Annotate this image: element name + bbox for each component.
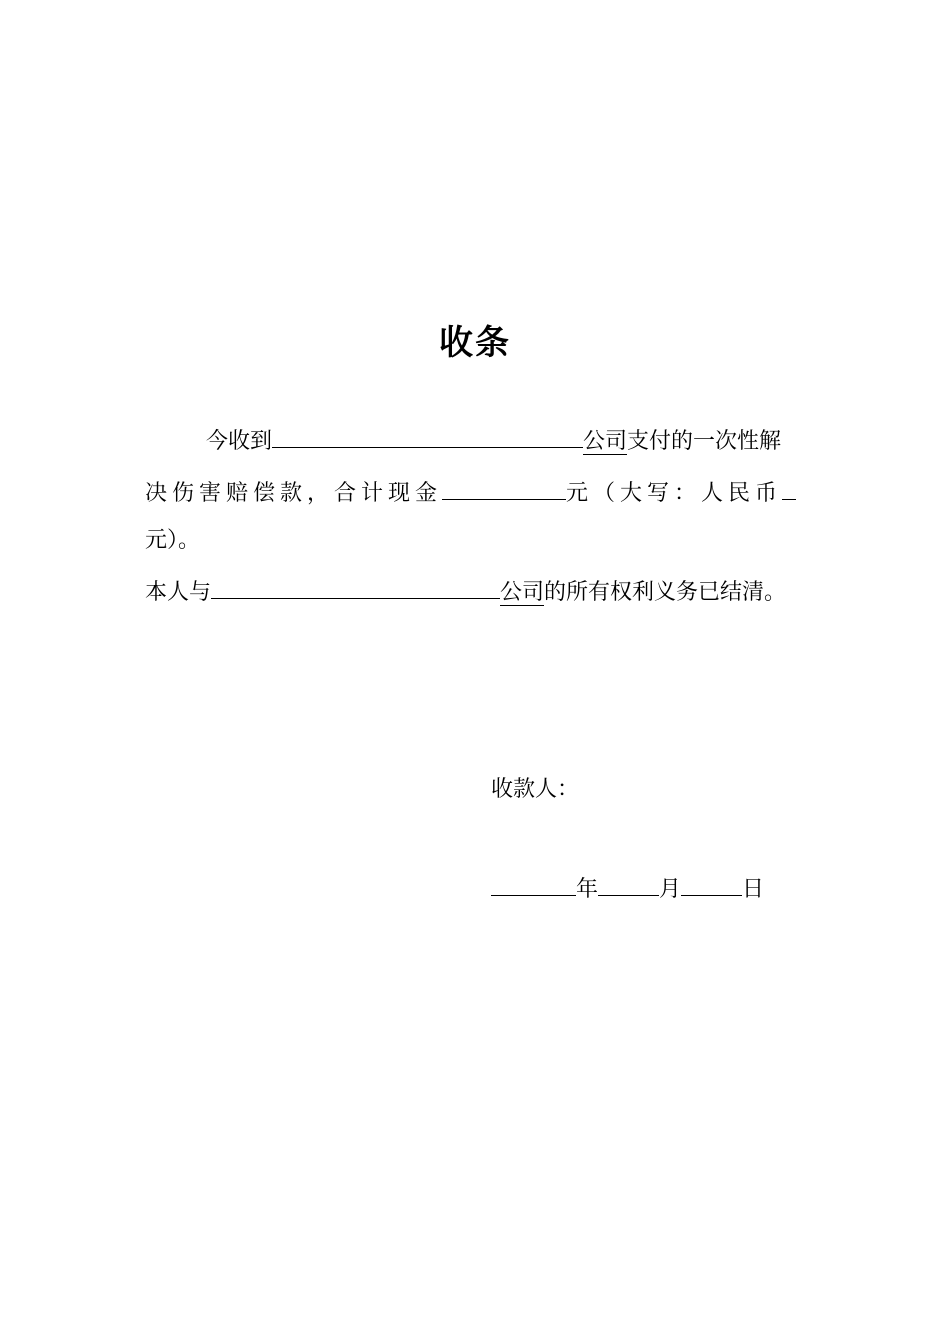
- payer-company-blank[interactable]: [272, 425, 583, 448]
- date-line: [491, 873, 764, 905]
- paid-text: 支付的一次性解: [627, 429, 782, 454]
- month-label: 月: [659, 877, 682, 902]
- settled-company-blank[interactable]: [211, 576, 500, 599]
- day-blank[interactable]: [681, 873, 742, 896]
- year-label: 年: [576, 877, 599, 902]
- document-title: 收条: [439, 323, 511, 363]
- paragraph1-line3: [145, 526, 200, 556]
- year-blank[interactable]: [491, 873, 576, 896]
- payee-label: 收款人：: [491, 777, 580, 802]
- uppercase-amount-blank[interactable]: [782, 477, 796, 500]
- settled-text: 的所有权利义务已结清。: [544, 580, 787, 605]
- compensation-text: 决伤害赔偿款，合计现金: [145, 481, 443, 506]
- settled-with-text: 本人与: [145, 580, 212, 605]
- cash-amount-blank[interactable]: [442, 477, 566, 500]
- yuan-uppercase-text: 元（大写：人民币: [566, 481, 783, 506]
- paragraph1-line2: [145, 477, 796, 509]
- received-from-text: 今收到: [206, 429, 273, 454]
- month-blank[interactable]: [598, 873, 659, 896]
- settled-company-suffix: 公司: [500, 580, 545, 605]
- payer-company-suffix: 公司: [583, 429, 628, 454]
- paragraph1-line1: [206, 425, 781, 457]
- day-label: 日: [742, 877, 765, 902]
- paragraph2: [145, 576, 786, 608]
- yuan-close-text: 元）。: [145, 528, 201, 553]
